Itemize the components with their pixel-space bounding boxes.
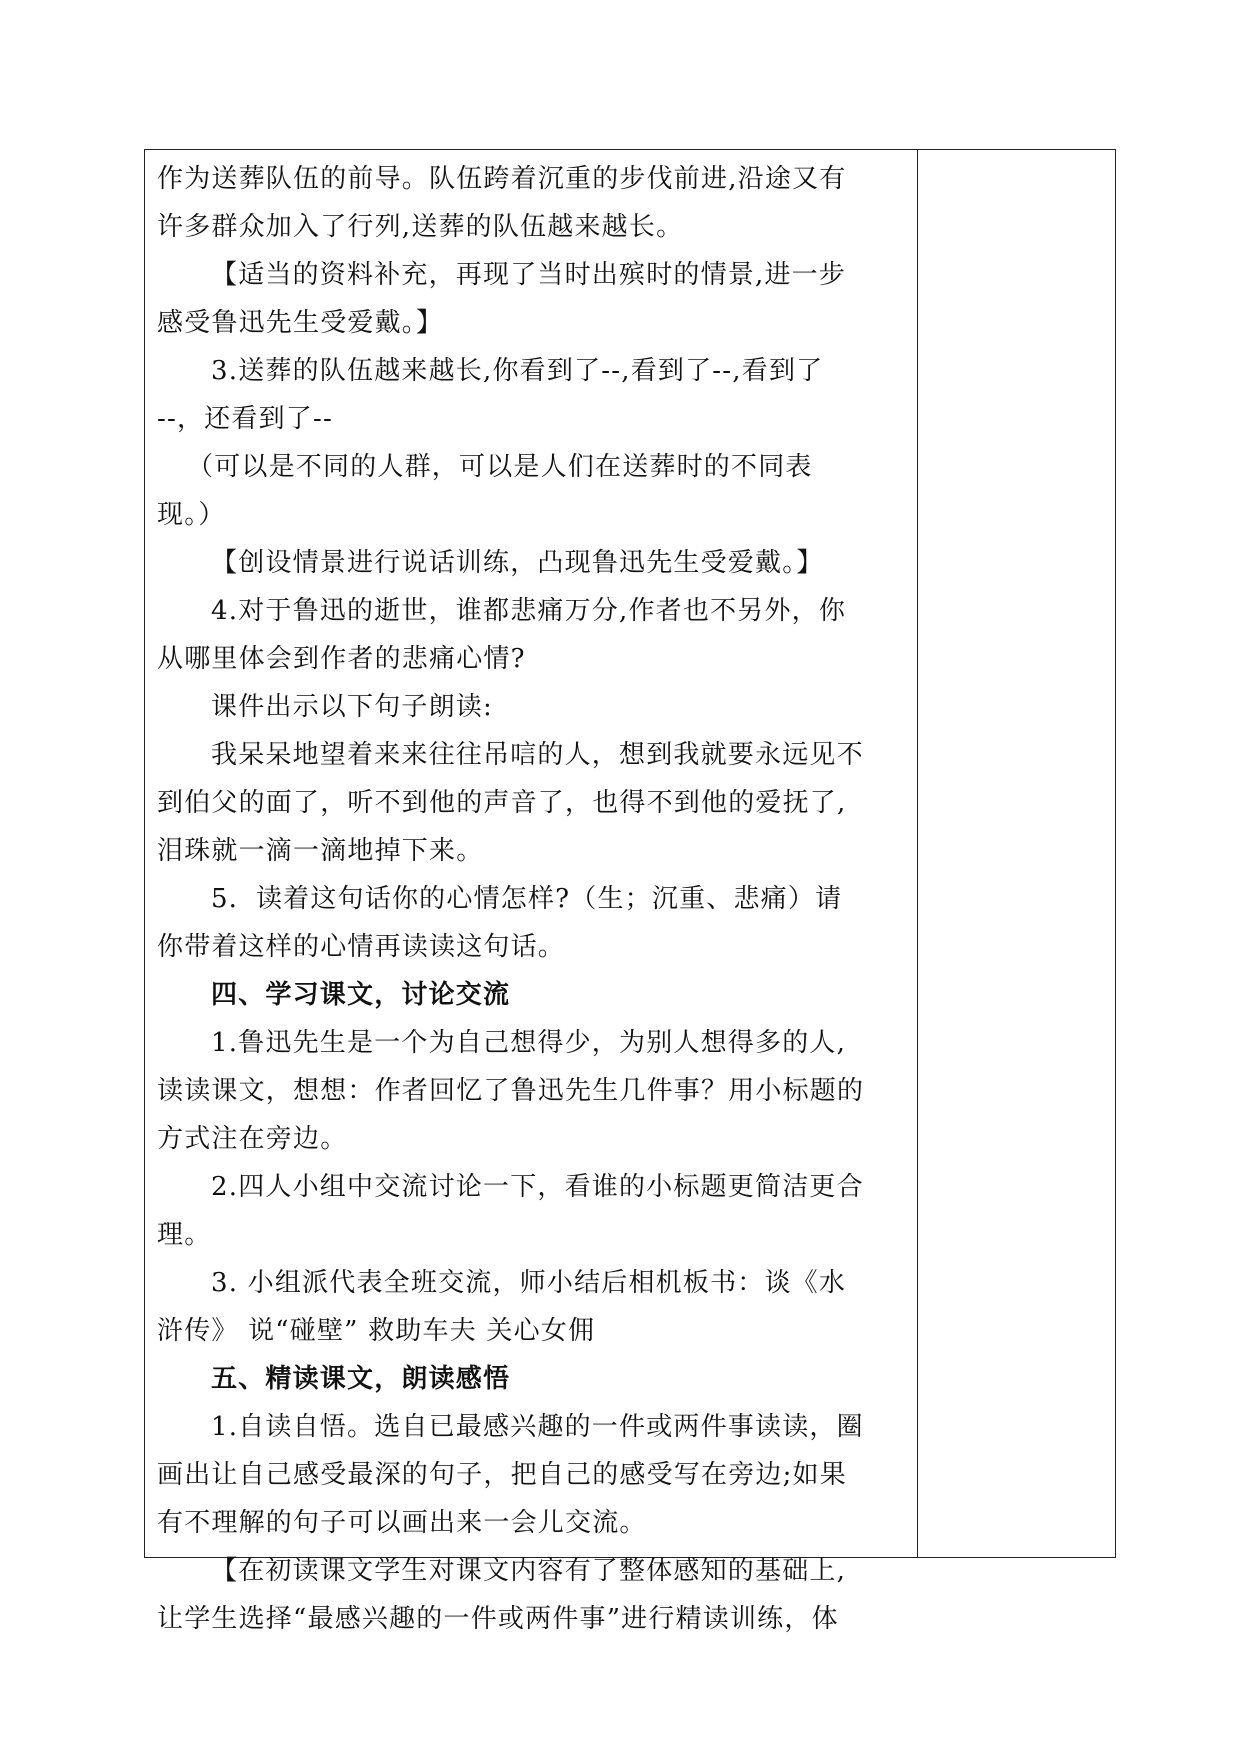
annotation-line: 【创设情景进行说话训练，凸现鲁迅先生受爱戴。】 — [211, 548, 824, 578]
text-line: 从哪里体会到作者的悲痛心情? — [157, 644, 526, 674]
lesson-content-cell — [157, 155, 909, 1643]
quote-line: 到伯父的面了，听不到他的声音了，也得不到他的爱抚了, — [157, 788, 847, 818]
text-line: 2.四人小组中交流讨论一下，看谁的小标题更简洁更合 — [211, 1172, 864, 1202]
text-line: 4.对于鲁迅的逝世，谁都悲痛万分,作者也不另外，你 — [211, 596, 847, 626]
text-line: 1.自读自悟。选自已最感兴趣的一件或两件事读读，圈 — [211, 1412, 864, 1442]
text-line: 有不理解的句子可以画出来一会儿交流。 — [157, 1508, 647, 1538]
text-line: 理。 — [157, 1220, 212, 1250]
annotation-line: 【在初读课文学生对课文内容有了整体感知的基础上, — [211, 1556, 847, 1586]
notes-cell — [920, 150, 1115, 1557]
quote-line: 我呆呆地望着来来往往吊唁的人，想到我就要永远见不 — [211, 740, 864, 770]
text-line: （可以是不同的人群，可以是人们在送葬时的不同表 — [187, 452, 813, 482]
section-heading: 四、学习课文，讨论交流 — [211, 980, 511, 1010]
annotation-line: 感受鲁迅先生受爱戴。】 — [157, 308, 444, 338]
annotation-line: 【适当的资料补充，再现了当时出殡时的情景,进一步 — [211, 260, 847, 290]
lesson-table — [144, 149, 1116, 1634]
text-line: 浒传》 说“碰壁” 救助车夫 关心女佣 — [157, 1316, 596, 1346]
text-line: 3. 小组派代表全班交流，师小结后相机板书：谈《水 — [211, 1268, 847, 1298]
text-line: --，还看到了-- — [157, 404, 333, 434]
quote-line: 泪珠就一滴一滴地掉下来。 — [157, 836, 484, 866]
annotation-line: 让学生选择“最感兴趣的一件或两件事”进行精读训练，体 — [157, 1604, 839, 1634]
text-line: 3.送葬的队伍越来越长,你看到了--,看到了--,看到了 — [211, 356, 824, 386]
text-line: 现。） — [157, 500, 226, 530]
text-line: 作为送葬队伍的前导。队伍跨着沉重的步伐前进,沿途又有 — [157, 164, 847, 194]
text-line: 课件出示以下句子朗读: — [211, 692, 493, 722]
section-heading: 五、精读课文，朗读感悟 — [211, 1364, 511, 1394]
text-line: 画出让自己感受最深的句子，把自己的感受写在旁边;如果 — [157, 1460, 847, 1490]
text-line: 许多群众加入了行列,送葬的队伍越来越长。 — [157, 212, 684, 242]
column-divider — [917, 150, 918, 1557]
text-line: 你带着这样的心情再读读这句话。 — [157, 932, 566, 962]
text-line: 读读课文，想想：作者回忆了鲁迅先生几件事？用小标题的 — [157, 1076, 865, 1106]
text-line: 1.鲁迅先生是一个为自己想得少，为别人想得多的人, — [211, 1028, 847, 1058]
text-line: 5．读着这句话你的心情怎样?（生；沉重、悲痛）请 — [211, 884, 843, 914]
text-line: 方式注在旁边。 — [157, 1124, 348, 1154]
